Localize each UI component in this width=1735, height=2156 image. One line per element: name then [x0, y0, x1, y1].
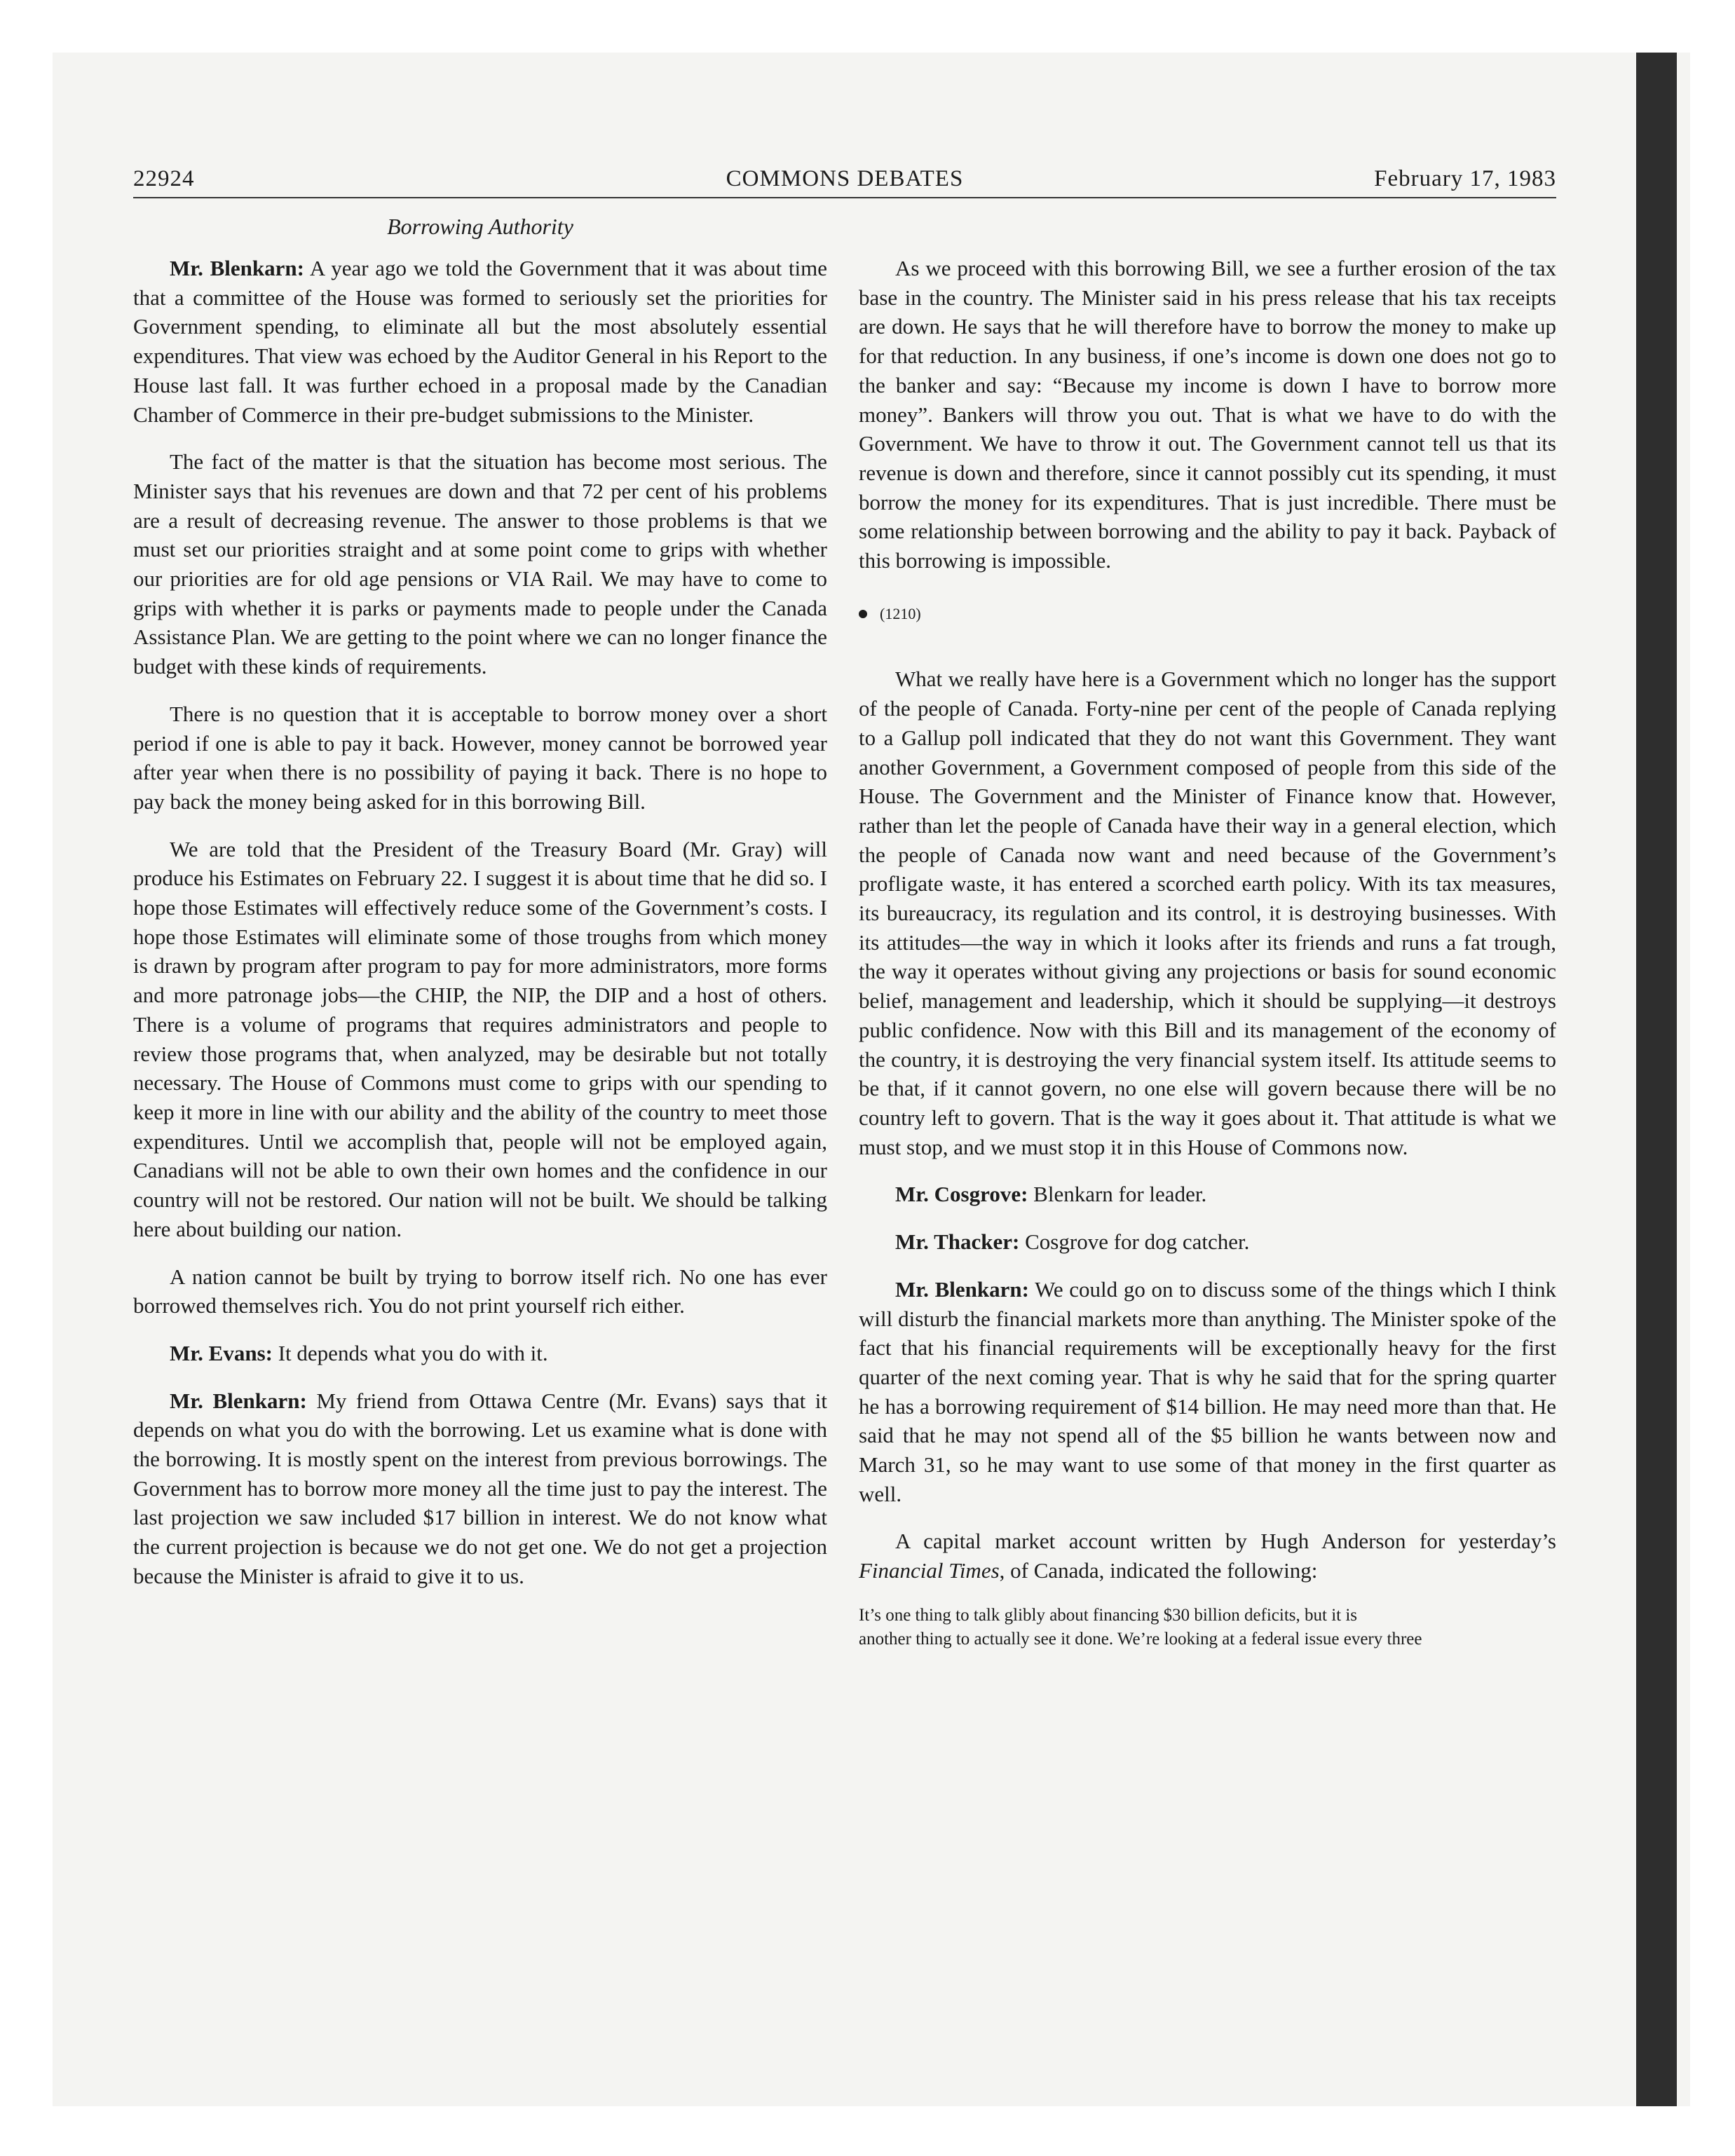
publication-title: COMMONS DEBATES — [726, 166, 964, 191]
quote-line: another thing to actually see it done. We’re looking at a federal issue every three — [859, 1629, 1422, 1649]
quote-line: It’s one thing to talk glibly about financing $30 billion deficits, but it is — [859, 1605, 1358, 1625]
speaker-name: Mr. Evans: — [170, 1340, 273, 1365]
paragraph — [859, 1527, 1556, 1585]
section-title: Borrowing Authority — [387, 214, 573, 239]
paragraph — [133, 1339, 827, 1368]
speaker-name: Mr. Thacker: — [895, 1229, 1020, 1255]
publication-date: February 17, 1983 — [1374, 166, 1556, 191]
paragraph-text: The fact of the matter is that the situation has become most serious. The Minister says that his revenues are down and that 72 per cent of his problems are a result of decreasing revenue. The answer to those problems is that we must set our priorities straight and at some point come to grips with whether our priorities are for old age pensions or VIA Rail. We may have to come to grips with whether it is parks or payments made to people under the Canada Assistance Plan. We are getting to the point where we can no longer finance the budget with these kinds of requirements. — [133, 449, 827, 679]
paragraph — [133, 835, 827, 1244]
header-rule — [133, 197, 1556, 198]
speaker-name: Mr. Blenkarn: — [895, 1276, 1029, 1302]
paragraph — [859, 1275, 1556, 1509]
paragraph — [133, 1386, 827, 1591]
page-number: 22924 — [133, 166, 195, 191]
bullet-icon — [859, 610, 867, 618]
page-header — [133, 163, 1556, 195]
paragraph-text: What we really have here is a Government which no longer has the support of the people of Canada. Forty-nine per cent of the people of Canada replying to a Gallup poll indicated that they do not want this Government. They want another Government, a Government composed of people from this side of the House. The Government and the Minister of Finance know that. However, rather than let the people of Canada have their way in a general election, which the people of Canada now want and need because of the Government’s profligate waste, it has entered a scorched earth policy. With its tax measures, its bureaucracy, its regulation and its control, it is destroying businesses. With its attitudes—the way in which it looks after its friends and runs a fat trough, the way it operates without giving any projections or basis for sound economic belief, management and leadership, which it should be supplying—it destroys public confidence. Now with this Bill and its management of the economy of the country, it is destroying the very financial system itself. Its attitude seems to be that, if it cannot govern, no one else will govern because there will be no country left to govern. That is the way it goes about it. That attitude is what we must stop, and we must stop it in this House of Commons now. — [859, 667, 1556, 1159]
paragraph-text: As we proceed with this borrowing Bill, we see a further erosion of the tax base in the country. The Minister said in his press release that his tax receipts are down. He says that he will therefore have to borrow the money to make up for that reduction. In any business, if one’s income is down one does not go to the banker and say: “Because my income is down I have to borrow more money”. Bankers will throw you out. That is what we have to do with the Government. We have to throw it out. The Government cannot tell us that its revenue is down and therefore, since it cannot possibly cut its spending, it must borrow the money for its expenditures. That is just incredible. There must be some relationship between borrowing and the ability to pay it back. Payback of this borrowing is impossible. — [859, 256, 1556, 573]
publication-name: Financial Times — [859, 1558, 1000, 1583]
paragraph-text: , of Canada, indicated the following: — [999, 1558, 1318, 1583]
paragraph — [859, 254, 1556, 575]
paragraph — [133, 254, 827, 429]
right-column — [859, 254, 1556, 1670]
paragraph-text: A year ago we told the Government that it was about time that a committee of the House was formed to seriously set the priorities for Government spending, to eliminate all but the most absolutely essential expenditures. That view was echoed by the Auditor General in his Report to the House last fall. It was further echoed in a proposal made by the Canadian Chamber of Commerce in their pre-budget submissions to the Minister. — [133, 256, 827, 427]
time-marker-text: (1210) — [880, 604, 921, 622]
speaker-name: Mr. Blenkarn: — [170, 256, 304, 280]
paragraph — [859, 664, 1556, 1161]
paragraph — [133, 447, 827, 681]
paragraph-text: A nation cannot be built by trying to borrow itself rich. No one has ever borrowed themselves rich. You do not print yourself rich either. — [133, 1264, 827, 1318]
paragraph — [133, 700, 827, 817]
binding-edge — [1636, 53, 1677, 2106]
paragraph-text: A capital market account written by Hugh Anderson for yesterday’s — [895, 1529, 1556, 1554]
block-quote — [859, 1604, 1556, 1651]
paragraph — [859, 1227, 1556, 1257]
time-marker — [859, 599, 1556, 629]
paragraph-text: Blenkarn for leader. — [1028, 1182, 1207, 1207]
paragraph-text: There is no question that it is acceptable to borrow money over a short period if one is able to pay it back. However, money cannot be borrowed year after year when there is no possibility of paying it back. There is no hope to pay back the money being asked for in this borrowing Bill. — [133, 701, 827, 814]
paragraph-text: We could go on to discuss some of the things which I think will disturb the financial markets more than anything. The Minister spoke of the fact that his financial requirements will be exceptionally heavy for the first quarter of the next coming year. That is why he said that for the spring quarter he has a borrowing requirement of $14 billion. He may need more than that. He said that he may not spend all of the $5 billion he wants between now and March 31, so he may want to use some of that money in the first quarter as well. — [859, 1276, 1556, 1506]
paragraph — [133, 1262, 827, 1321]
paragraph-text: It depends what you do with it. — [272, 1340, 548, 1365]
speaker-name: Mr. Blenkarn: — [170, 1388, 307, 1413]
paragraph-text: Cosgrove for dog catcher. — [1019, 1229, 1250, 1255]
speaker-name: Mr. Cosgrove: — [895, 1182, 1028, 1207]
paragraph — [859, 1180, 1556, 1209]
paragraph-text: We are told that the President of the Treasury Board (Mr. Gray) will produce his Estimates on February 22. I suggest it is about time that he did so. I hope those Estimates will effectively reduce some of the Government’s costs. I hope those Estimates will eliminate some of those troughs from which money is drawn by program after program to pay for more administrators, more forms and more patronage jobs—the CHIP, the NIP, the DIP and a host of others. There is a volume of programs that requires administrators and people to review those programs that, when analyzed, may be desirable but not totally necessary. The House of Commons must come to grips with our spending to keep it more in line with our ability and the ability of the country to meet those expenditures. Until we accomplish that, people will not be employed again, Canadians will not be able to own their own homes and the confidence in our country will not be restored. Our nation will not be built. We should be talking here about building our nation. — [133, 836, 827, 1241]
paragraph-text: My friend from Ottawa Centre (Mr. Evans) says that it depends on what you do with the borrowing. Let us examine what is done with the borrowing. It is mostly spent on the interest from previous borrowings. The Government has to borrow more money all the time just to pay the interest. The last projection we saw included $17 billion in interest. We do not know what the current projection is because we do not get one. We do not get a projection because the Minister is afraid to give it to us. — [133, 1388, 828, 1588]
left-column — [133, 254, 827, 1609]
